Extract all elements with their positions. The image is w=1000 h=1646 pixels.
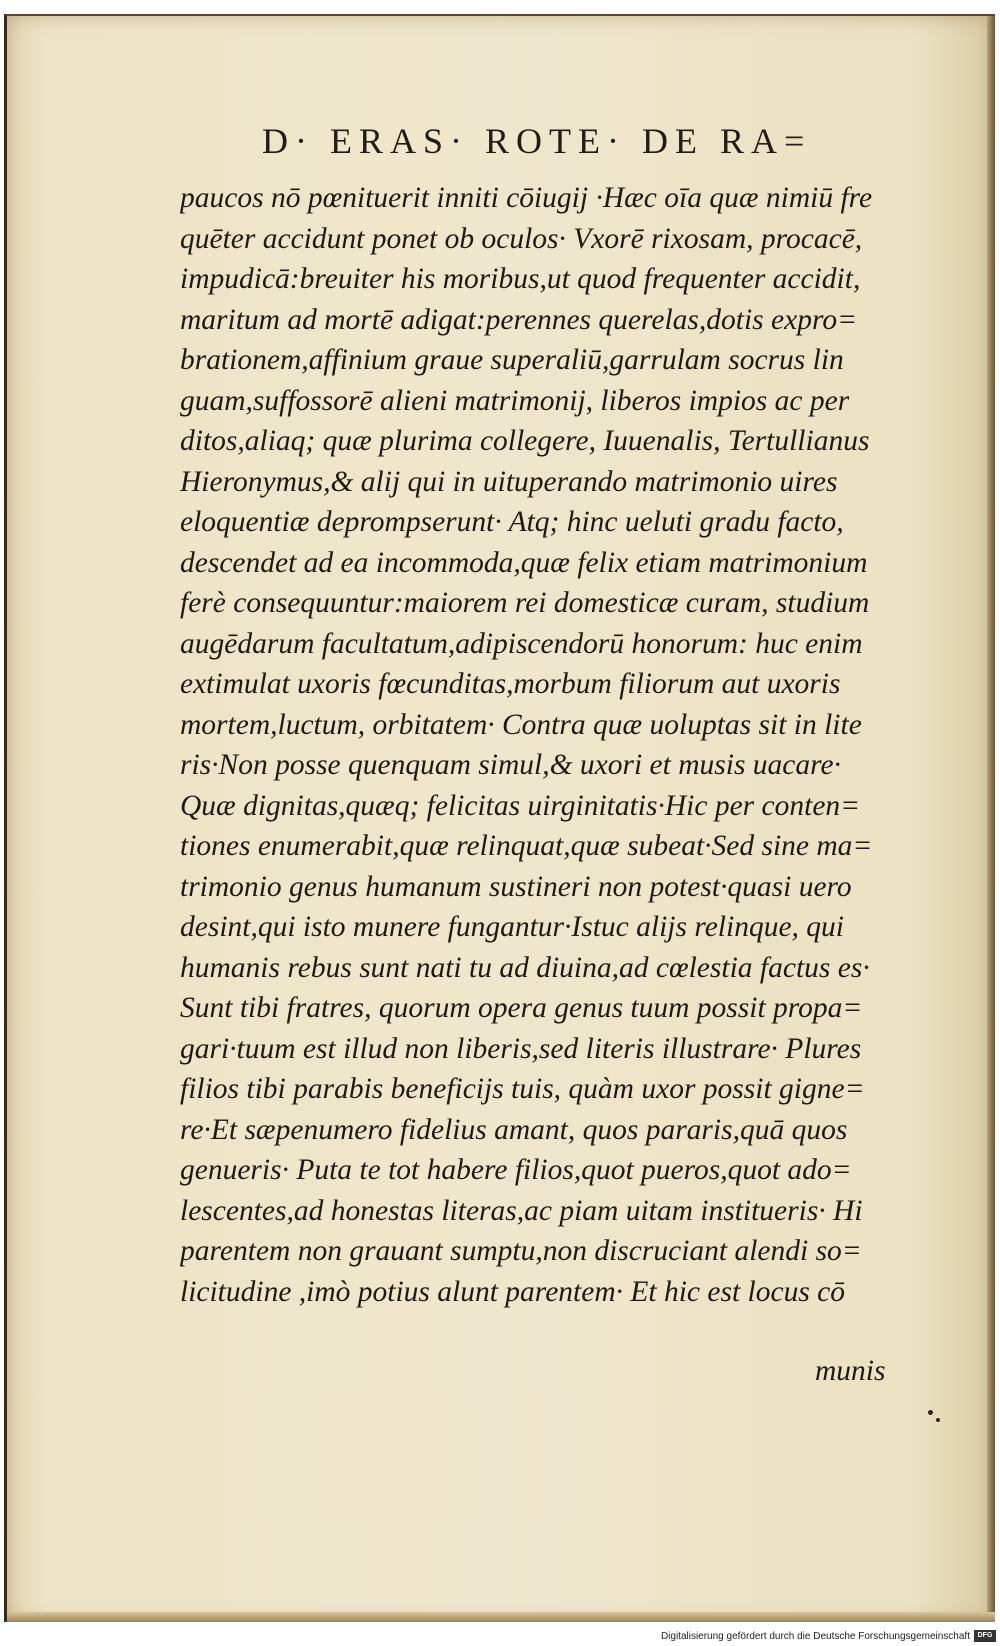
ink-speck	[936, 1418, 940, 1422]
text-line: guam,suffossorē alieni matrimonij, liberos impios ac per	[180, 384, 850, 417]
text-line: descendet ad ea incommoda,quæ felix etiam matrimonium	[180, 546, 868, 579]
text-line: licitudine ,imò potius alunt parentem· Et hic est locus cō	[180, 1275, 846, 1308]
text-line: parentem non grauant sumptu,non discruciant alendi so=	[180, 1235, 862, 1267]
text-line: impudicā:breuiter his moribus,ut quod frequenter accidit,	[180, 263, 861, 295]
footer-credit: Digitalisierung gefördert durch die Deutsche Forschungsgemeinschaft	[660, 1631, 970, 1642]
page-edge-bottom	[7, 1612, 995, 1622]
text-line: humanis rebus sunt nati tu ad diuina,ad cœlestia factus es·	[180, 951, 870, 984]
dfg-logo: DFG	[974, 1630, 996, 1642]
text-line: quēter accidunt ponet ob oculos· Vxorē rixosam, procacē,	[180, 222, 863, 255]
ink-speck	[928, 1410, 933, 1415]
text-line: ditos,aliaq; quæ plurima collegere, Iuuenalis, Tertullianus	[180, 425, 870, 457]
text-line: lescentes,ad honestas literas,ac piam uitam institueris· Hi	[180, 1194, 863, 1227]
running-head: D· ERAS· ROTE· DE RA=	[262, 121, 812, 161]
text-line: extimulat uxoris fœcunditas,morbum filiorum aut uxoris	[180, 668, 841, 700]
text-line: paucos nō pœnituerit inniti cōiugij ·Hæc oīa quæ nimiū fre	[180, 182, 873, 214]
text-line: Sunt tibi fratres, quorum opera genus tuum possit propa=	[180, 992, 863, 1024]
text-line: re·Et sæpenumero fidelius amant, quos pararis,quā quos	[180, 1113, 848, 1146]
text-line: genueris· Puta te tot habere filios,quot pueros,quot ado=	[180, 1154, 852, 1186]
text-line: gari·tuum est illud non liberis,sed literis illustrare· Plures	[180, 1032, 862, 1065]
text-line: maritum ad mortē adigat:perennes querelas,dotis expro=	[180, 303, 858, 336]
text-line: eloquentiæ deprompserunt· Atq; hinc ueluti gradu facto,	[180, 506, 844, 538]
text-line: Quæ dignitas,quæq; felicitas uirginitatis·Hic per conten=	[180, 789, 861, 822]
text-line: filios tibi parabis beneficijs tuis, quàm uxor possit gigne=	[180, 1073, 865, 1105]
text-line: tiones enumerabit,quæ relinquat,quæ subeat·Sed sine ma=	[180, 830, 873, 862]
text-line: ris·Non posse quenquam simul,& uxori et musis uacare·	[180, 749, 841, 781]
text-line: Hieronymus,& alij qui in uituperando matrimonio uires	[180, 465, 838, 498]
text-line: brationem,affinium graue superaliū,garrulam socrus lin	[180, 344, 844, 376]
text-block	[180, 178, 900, 1312]
catchword: munis	[815, 1355, 886, 1387]
page-edge-right	[987, 16, 995, 1622]
text-line: ferè consequuntur:maiorem rei domesticæ curam, studium	[180, 587, 870, 619]
text-line: augēdarum facultatum,adipiscendorū honorum: huc enim	[180, 627, 863, 660]
text-line: trimonio genus humanum sustineri non potest·quasi uero	[180, 870, 852, 903]
text-line: desint,qui isto munere fungantur·Istuc alijs relinque, qui	[180, 911, 844, 943]
text-line: mortem,luctum, orbitatem· Contra quæ uoluptas sit in lite	[180, 708, 862, 741]
